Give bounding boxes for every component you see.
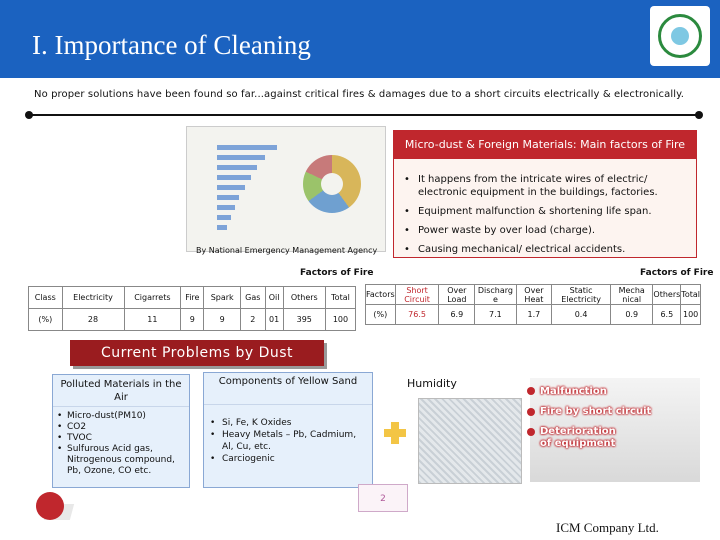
table-header-cell: Static Electricity	[552, 285, 611, 305]
factors-left-table	[28, 286, 356, 331]
header-bar	[0, 0, 720, 78]
logo-emblem-icon	[658, 14, 702, 58]
table-header-cell: Class	[29, 287, 63, 309]
polluted-panel	[52, 374, 190, 488]
table-cell: 100	[681, 305, 701, 325]
list-item: • Carciogenic	[208, 453, 368, 465]
table-header-cell: Electricity	[62, 287, 124, 309]
footer-company: ICM Company Ltd.	[556, 520, 659, 535]
table-header-cell: Mecha nical	[611, 285, 653, 305]
factors-right-title: Factors of Fire	[640, 268, 714, 278]
table-row	[29, 309, 356, 331]
fire-statistics-image	[186, 126, 386, 252]
table-cell: (%)	[29, 309, 63, 331]
table-header-cell: Over Load	[439, 285, 475, 305]
table-header-cell: Discharg e	[475, 285, 516, 305]
table-cell: 9	[181, 309, 204, 331]
table-header-cell: Gas	[240, 287, 265, 309]
micro-dust-title: Micro-dust & Foreign Materials: Main factors of Fire	[393, 130, 697, 158]
list-item: • TVOC	[55, 433, 187, 444]
table-cell: 1.7	[516, 305, 552, 325]
table-cell: 395	[283, 309, 325, 331]
list-item: • CO2	[55, 422, 187, 433]
divider-line	[28, 114, 700, 116]
list-item: • Si, Fe, K Oxides	[208, 417, 368, 429]
table-header-cell: Others	[653, 285, 681, 305]
list-item: • Micro-dust(PM10)	[55, 411, 187, 422]
humidity-label: Humidity	[407, 377, 457, 390]
table-row	[366, 285, 701, 305]
table-header-cell: Spark	[204, 287, 240, 309]
components-title: Components of Yellow Sand	[204, 373, 372, 405]
table-cell: 0.9	[611, 305, 653, 325]
table-header-cell: Factors	[366, 285, 396, 305]
table-cell: (%)	[366, 305, 396, 325]
bullet-dot-icon	[527, 428, 535, 436]
table-header-cell: Cigarrets	[124, 287, 181, 309]
dust-texture-image	[418, 398, 522, 484]
divider-dot-right	[695, 111, 703, 119]
table-cell: 6.5	[653, 305, 681, 325]
factors-left-title: Factors of Fire	[300, 268, 374, 278]
list-item: • Sulfurous Acid gas, Nitrogenous compound, Pb, Ozone, CO etc.	[55, 444, 187, 477]
table-cell: 76.5	[395, 305, 439, 325]
polluted-title: Polluted Materials in the Air	[53, 375, 189, 407]
table-header-cell: Fire	[181, 287, 204, 309]
table-cell: 28	[62, 309, 124, 331]
table-header-cell: Oil	[265, 287, 283, 309]
donut-chart-icon	[303, 155, 361, 213]
table-header-cell: Total	[681, 285, 701, 305]
effect-label: Deterioration of equipment	[540, 426, 616, 449]
table-cell: 11	[124, 309, 181, 331]
table-cell: 6.9	[439, 305, 475, 325]
divider-dot-left	[25, 111, 33, 119]
subtitle: No proper solutions have been found so far...against critical fires & damages due to a short circuits electrically & electronically.	[34, 89, 685, 100]
effect-label: Malfunction	[540, 386, 607, 397]
table-header-cell: Short Circuit	[395, 285, 439, 305]
micro-dust-panel	[393, 158, 697, 258]
page-title: I. Importance of Cleaning	[32, 30, 311, 60]
table-cell: 7.1	[475, 305, 516, 325]
plus-icon	[384, 422, 406, 444]
table-row	[29, 287, 356, 309]
micro-dust-bullet: • Equipment malfunction & shortening life span.	[400, 205, 690, 218]
components-panel	[203, 372, 373, 488]
micro-dust-bullet: • It happens from the intricate wires of electric/ electronic equipment in the buildings, factories.	[400, 173, 690, 199]
micro-dust-bullet: • Causing mechanical/ electrical accidents.	[400, 243, 690, 256]
micro-dust-bullet: • Power waste by over load (charge).	[400, 224, 690, 237]
table-cell: 0.4	[552, 305, 611, 325]
table-cell: 100	[325, 309, 355, 331]
table-header-cell: Others	[283, 287, 325, 309]
problems-title: Current Problems by Dust	[70, 340, 324, 366]
table-header-cell: Total	[325, 287, 355, 309]
table-cell: 2	[240, 309, 265, 331]
footer-logo	[34, 490, 68, 524]
page-number: 2	[358, 484, 408, 512]
effect-label: Fire by short circuit	[540, 406, 652, 417]
table-row	[366, 305, 701, 325]
table-cell: 01	[265, 309, 283, 331]
bullet-dot-icon	[527, 408, 535, 416]
factors-right-table	[365, 284, 701, 325]
table-header-cell: Over Heat	[516, 285, 552, 305]
bullet-dot-icon	[527, 387, 535, 395]
list-item: • Heavy Metals – Pb, Cadmium, Al, Cu, etc.	[208, 429, 368, 453]
source-credit: By National Emergency Management Agency	[196, 246, 378, 255]
company-logo	[650, 6, 710, 66]
table-cell: 9	[204, 309, 240, 331]
